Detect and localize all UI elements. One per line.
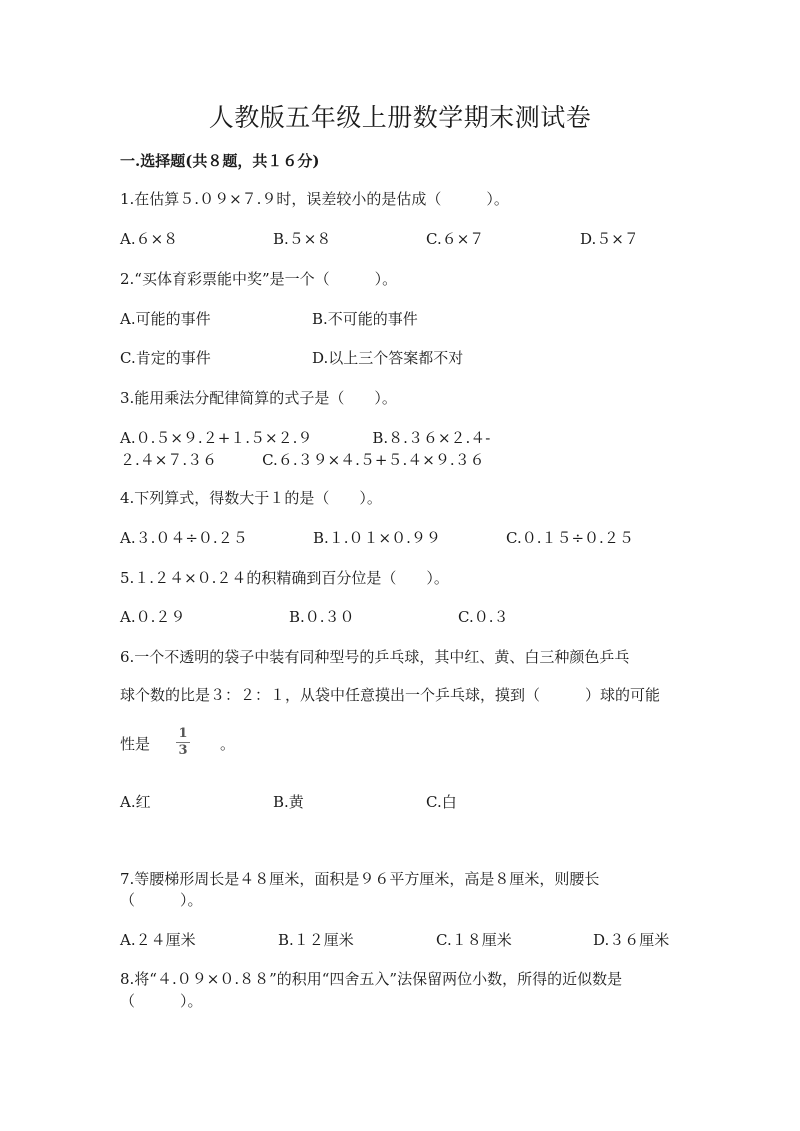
question-7-option-c: C.１８厘米 — [436, 931, 512, 949]
question-5-stem: 5.１.２４×０.２４的积精确到百分位是（ ）。 — [120, 569, 449, 587]
question-2-option-c: C.肯定的事件 — [120, 349, 211, 367]
question-6-option-a: A.红 — [120, 793, 151, 811]
question-4-option-b: B.１.０１×０.９９ — [313, 529, 441, 547]
fraction-denominator: 3 — [178, 743, 188, 758]
question-4-stem: 4.下列算式，得数大于１的是（ ）。 — [120, 489, 382, 507]
question-1-stem: 1.在估算５.０９×７.９时，误差较小的是估成（ ）。 — [120, 190, 509, 208]
question-7-stem-line-2: （ ）。 — [120, 891, 203, 909]
question-5-option-a: A.０.２９ — [120, 608, 186, 626]
question-5-option-c: C.０.３ — [458, 608, 509, 626]
question-2-option-d: D.以上三个答案都不对 — [312, 349, 464, 367]
question-1-option-b: B.５×８ — [273, 230, 332, 248]
question-5-option-b: B.０.３０ — [289, 608, 355, 626]
question-3-options-line-1: A.０.５×９.２+１.５×２.９ B.８.３６×２.４- — [120, 429, 491, 447]
question-7-option-b: B.１２厘米 — [278, 931, 354, 949]
question-4-option-c: C.０.１５÷０.２５ — [506, 529, 634, 547]
question-1-option-a: A.６×８ — [120, 230, 179, 248]
question-2-option-a: A.可能的事件 — [120, 310, 211, 328]
question-8-stem-line-1: 8.将“４.０９×０.８８”的积用“四舍五入”法保留两位小数，所得的近似数是 — [120, 970, 623, 988]
fraction-numerator: 1 — [178, 726, 188, 741]
question-6-stem-line-3-suffix: 。 — [220, 735, 236, 753]
question-4-option-a: A.３.０４÷０.２５ — [120, 529, 248, 547]
question-6-stem-line-3-prefix: 性是 — [120, 735, 151, 753]
question-2-option-b: B.不可能的事件 — [312, 310, 418, 328]
question-6-stem-line-1: 6.一个不透明的袋子中装有同种型号的乒乓球，其中红、黄、白三种颜色乒乓 — [120, 648, 630, 666]
question-3-stem: 3.能用乘法分配律简算的式子是（ ）。 — [120, 389, 397, 407]
question-8-stem-line-2: （ ）。 — [120, 992, 203, 1010]
probability-fraction — [176, 727, 190, 758]
question-6-option-b: B.黄 — [273, 793, 304, 811]
question-7-option-a: A.２４厘米 — [120, 931, 196, 949]
question-7-stem-line-1: 7.等腰梯形周长是４８厘米，面积是９６平方厘米，高是８厘米，则腰长 — [120, 870, 600, 888]
question-3-options-line-2: ２.４×７.３６ C.６.３９×４.５+５.４×９.３６ — [120, 451, 485, 469]
question-6-stem-line-2: 球个数的比是３：２：１，从袋中任意摸出一个乒乓球，摸到（ ）球的可能 — [120, 686, 661, 704]
page-title: 人教版五年级上册数学期末测试卷 — [208, 103, 592, 132]
section-heading: 一.选择题(共８题，共１６分) — [120, 152, 320, 170]
question-7-option-d: D.３６厘米 — [593, 931, 670, 949]
question-1-option-c: C.６×７ — [426, 230, 485, 248]
question-6-option-c: C.白 — [426, 793, 457, 811]
question-1-option-d: D.５×７ — [580, 230, 639, 248]
question-2-stem: 2.“买体育彩票能中奖”是一个（ ）。 — [120, 270, 398, 288]
